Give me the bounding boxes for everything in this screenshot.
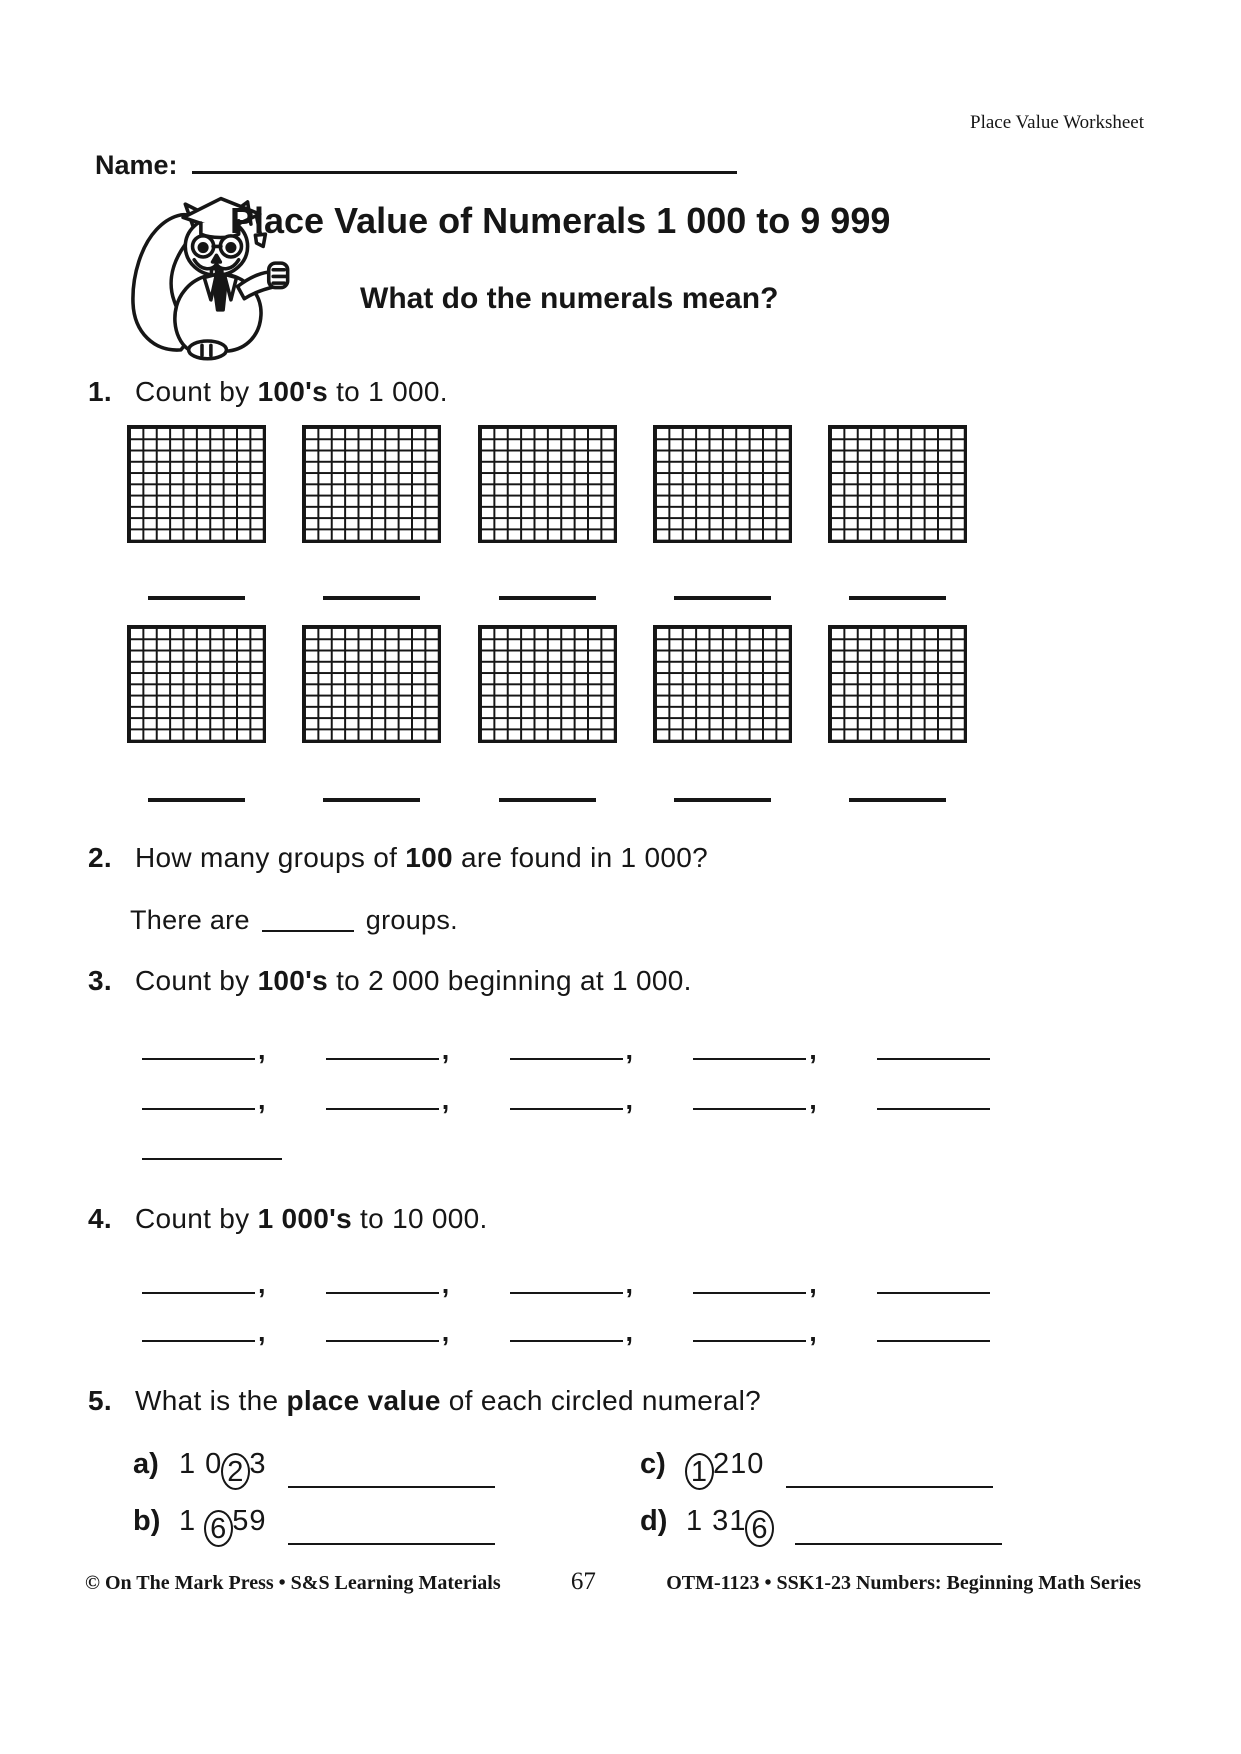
question-text-post: to 2 000 beginning at 1 000. — [328, 965, 692, 996]
question-text — [135, 1385, 761, 1417]
comma: , — [625, 1035, 634, 1065]
page-title: Place Value of Numerals 1 000 to 9 999 — [230, 200, 891, 241]
hundreds-grid — [127, 425, 266, 543]
question-number: 2. — [88, 842, 112, 873]
question-text — [135, 965, 692, 997]
q5-item-b — [133, 1505, 495, 1547]
grid-slot — [653, 782, 792, 802]
question-text-bold: place value — [286, 1385, 441, 1416]
comma: , — [809, 1035, 817, 1065]
question-text-pre: What is the — [135, 1385, 287, 1416]
hundreds-grid-row-1 — [127, 425, 967, 543]
answer-blank[interactable] — [849, 580, 946, 600]
hundreds-grid — [302, 425, 441, 543]
corner-label: Place Value Worksheet — [970, 112, 1144, 133]
answer-blank[interactable] — [693, 1318, 806, 1342]
comma: , — [625, 1085, 634, 1115]
comma: , — [441, 1035, 450, 1065]
answer-blank[interactable] — [326, 1270, 439, 1294]
blank-unit — [326, 1035, 450, 1065]
answer-blank[interactable] — [693, 1270, 806, 1294]
comma: , — [809, 1269, 817, 1299]
blank-unit — [877, 1270, 990, 1294]
comma: , — [809, 1085, 817, 1115]
name-label: Name: — [95, 150, 178, 180]
answer-blank[interactable] — [326, 1318, 439, 1342]
blank-unit — [142, 1136, 282, 1160]
answer-blank[interactable] — [877, 1086, 990, 1110]
answer-blank[interactable] — [323, 580, 420, 600]
squirrel-foot — [189, 341, 227, 359]
circled-digit: 6 — [745, 1510, 774, 1547]
numeral-post: 3 — [249, 1448, 267, 1480]
question-text-post: are found in 1 000? — [452, 842, 708, 873]
name-blank[interactable] — [192, 170, 737, 174]
question-number: 3. — [88, 965, 112, 996]
comma: , — [258, 1269, 266, 1299]
blank-unit — [142, 1035, 266, 1065]
question-text-pre: Count by — [135, 376, 258, 407]
item-numeral — [179, 1505, 266, 1547]
grid-answer-line-row-2 — [127, 782, 967, 802]
question-4 — [88, 1203, 488, 1235]
answer-blank[interactable] — [786, 1484, 993, 1488]
grid-slot — [478, 782, 617, 802]
hundreds-grid — [828, 625, 967, 743]
name-row — [95, 150, 737, 181]
answer-blank[interactable] — [877, 1318, 990, 1342]
answer-blank[interactable] — [323, 782, 420, 802]
question-number: 1. — [88, 376, 112, 407]
question-2 — [88, 842, 708, 874]
blank-unit — [693, 1085, 817, 1115]
q5-item-a — [133, 1448, 495, 1490]
question-text — [135, 1203, 488, 1235]
answer-blank[interactable] — [510, 1318, 623, 1342]
blank-unit — [326, 1317, 450, 1347]
blank-unit — [510, 1317, 634, 1347]
page-footer — [85, 1568, 1141, 1596]
page-number: 67 — [570, 1568, 596, 1595]
answer-blank[interactable] — [326, 1036, 439, 1060]
answer-blank[interactable] — [288, 1541, 495, 1545]
answer-blank[interactable] — [795, 1541, 1002, 1545]
q2-answer-sentence — [130, 905, 458, 936]
blank-unit — [326, 1085, 450, 1115]
question-number: 4. — [88, 1203, 112, 1234]
question-3 — [88, 965, 692, 997]
question-text-post: to 1 000. — [328, 376, 448, 407]
blank-unit — [877, 1086, 990, 1110]
answer-blank[interactable] — [499, 782, 596, 802]
question-text-pre: Count by — [135, 1203, 258, 1234]
blank-unit — [510, 1085, 634, 1115]
q4-blank-row-2 — [142, 1317, 990, 1347]
question-text-pre: Count by — [135, 965, 258, 996]
question-text-pre: How many groups of — [135, 842, 406, 873]
item-label: c) — [640, 1448, 666, 1480]
blank-unit — [877, 1318, 990, 1342]
comma: , — [441, 1085, 450, 1115]
hundreds-grid — [653, 625, 792, 743]
blank-unit — [510, 1269, 634, 1299]
hundreds-grid — [478, 625, 617, 743]
item-label: b) — [133, 1505, 161, 1537]
q5-item-c — [640, 1448, 993, 1490]
comma: , — [258, 1035, 266, 1065]
page-subtitle: What do the numerals mean? — [360, 282, 779, 315]
answer-blank[interactable] — [326, 1086, 439, 1110]
blank-unit — [142, 1085, 266, 1115]
grid-slot — [478, 580, 617, 600]
item-label: a) — [133, 1448, 159, 1480]
numeral-pre: 1 — [179, 1505, 206, 1537]
grid-slot — [653, 580, 792, 600]
question-text-bold: 1 000's — [257, 1203, 352, 1234]
numeral-pre: 1 0 — [179, 1448, 223, 1480]
grid-slot — [127, 782, 266, 802]
comma: , — [809, 1317, 817, 1347]
q5-item-d — [640, 1505, 1002, 1547]
answer-blank[interactable] — [674, 782, 771, 802]
comma: , — [441, 1317, 450, 1347]
grid-slot — [302, 580, 441, 600]
answer-blank[interactable] — [142, 1136, 282, 1160]
grid-slot — [127, 580, 266, 600]
comma: , — [258, 1085, 266, 1115]
item-numeral — [686, 1505, 773, 1547]
q3-blank-row-2 — [142, 1085, 990, 1115]
circled-digit: 1 — [685, 1453, 714, 1490]
footer-publisher: © On The Mark Press • S&S Learning Materials — [85, 1572, 501, 1594]
q3-blank-row-3 — [142, 1136, 282, 1160]
answer-blank[interactable] — [142, 1036, 255, 1060]
numeral-pre: 1 31 — [686, 1505, 747, 1537]
item-numeral — [686, 1448, 764, 1490]
answer-blank[interactable] — [510, 1036, 623, 1060]
answer-blank[interactable] — [674, 580, 771, 600]
answer-blank[interactable] — [849, 782, 946, 802]
comma: , — [258, 1317, 266, 1347]
answer-blank[interactable] — [693, 1036, 806, 1060]
grid-slot — [828, 580, 967, 600]
q2-answer-post: groups. — [365, 905, 458, 935]
answer-blank[interactable] — [142, 1270, 255, 1294]
answer-blank[interactable] — [877, 1036, 990, 1060]
answer-blank[interactable] — [288, 1484, 495, 1488]
comma: , — [441, 1269, 450, 1299]
question-text-bold: 100 — [405, 842, 453, 873]
q2-answer-pre: There are — [130, 905, 250, 935]
question-1 — [88, 376, 448, 408]
blank-unit — [693, 1035, 817, 1065]
grid-answer-line-row-1 — [127, 580, 967, 600]
answer-blank[interactable] — [142, 1318, 255, 1342]
question-text-post: to 10 000. — [351, 1203, 488, 1234]
question-text — [135, 842, 708, 874]
hundreds-grid — [127, 625, 266, 743]
question-5 — [88, 1385, 761, 1417]
comma: , — [625, 1317, 634, 1347]
hundreds-grid — [478, 425, 617, 543]
answer-blank[interactable] — [148, 580, 245, 600]
answer-blank[interactable] — [499, 580, 596, 600]
numeral-post: 210 — [713, 1448, 765, 1480]
question-text — [135, 376, 448, 408]
answer-blank[interactable] — [510, 1270, 623, 1294]
question-number: 5. — [88, 1385, 112, 1416]
footer-series: OTM-1123 • SSK1-23 Numbers: Beginning Math Series — [666, 1572, 1141, 1594]
blank-unit — [693, 1269, 817, 1299]
q3-blank-row-1 — [142, 1035, 990, 1065]
hundreds-grid — [828, 425, 967, 543]
numeral-post: 59 — [232, 1505, 267, 1537]
answer-blank[interactable] — [877, 1270, 990, 1294]
answer-blank[interactable] — [148, 782, 245, 802]
blank-unit — [877, 1036, 990, 1060]
q4-blank-row-1 — [142, 1269, 990, 1299]
grid-slot — [828, 782, 967, 802]
answer-blank[interactable] — [693, 1086, 806, 1110]
circled-digit: 2 — [221, 1453, 250, 1490]
answer-blank[interactable] — [262, 928, 354, 932]
question-text-bold: 100's — [257, 376, 329, 407]
blank-unit — [326, 1269, 450, 1299]
answer-blank[interactable] — [510, 1086, 623, 1110]
hundreds-grid — [653, 425, 792, 543]
question-text-post: of each circled numeral? — [440, 1385, 762, 1416]
item-label: d) — [640, 1505, 668, 1537]
blank-unit — [142, 1269, 266, 1299]
hundreds-grid-row-2 — [127, 625, 967, 743]
hundreds-grid — [302, 625, 441, 743]
blank-unit — [510, 1035, 634, 1065]
grid-slot — [302, 782, 441, 802]
answer-blank[interactable] — [142, 1086, 255, 1110]
blank-unit — [142, 1317, 266, 1347]
question-text-bold: 100's — [257, 965, 329, 996]
blank-unit — [693, 1317, 817, 1347]
item-numeral — [179, 1448, 266, 1490]
comma: , — [625, 1269, 634, 1299]
circled-digit: 6 — [204, 1510, 233, 1547]
